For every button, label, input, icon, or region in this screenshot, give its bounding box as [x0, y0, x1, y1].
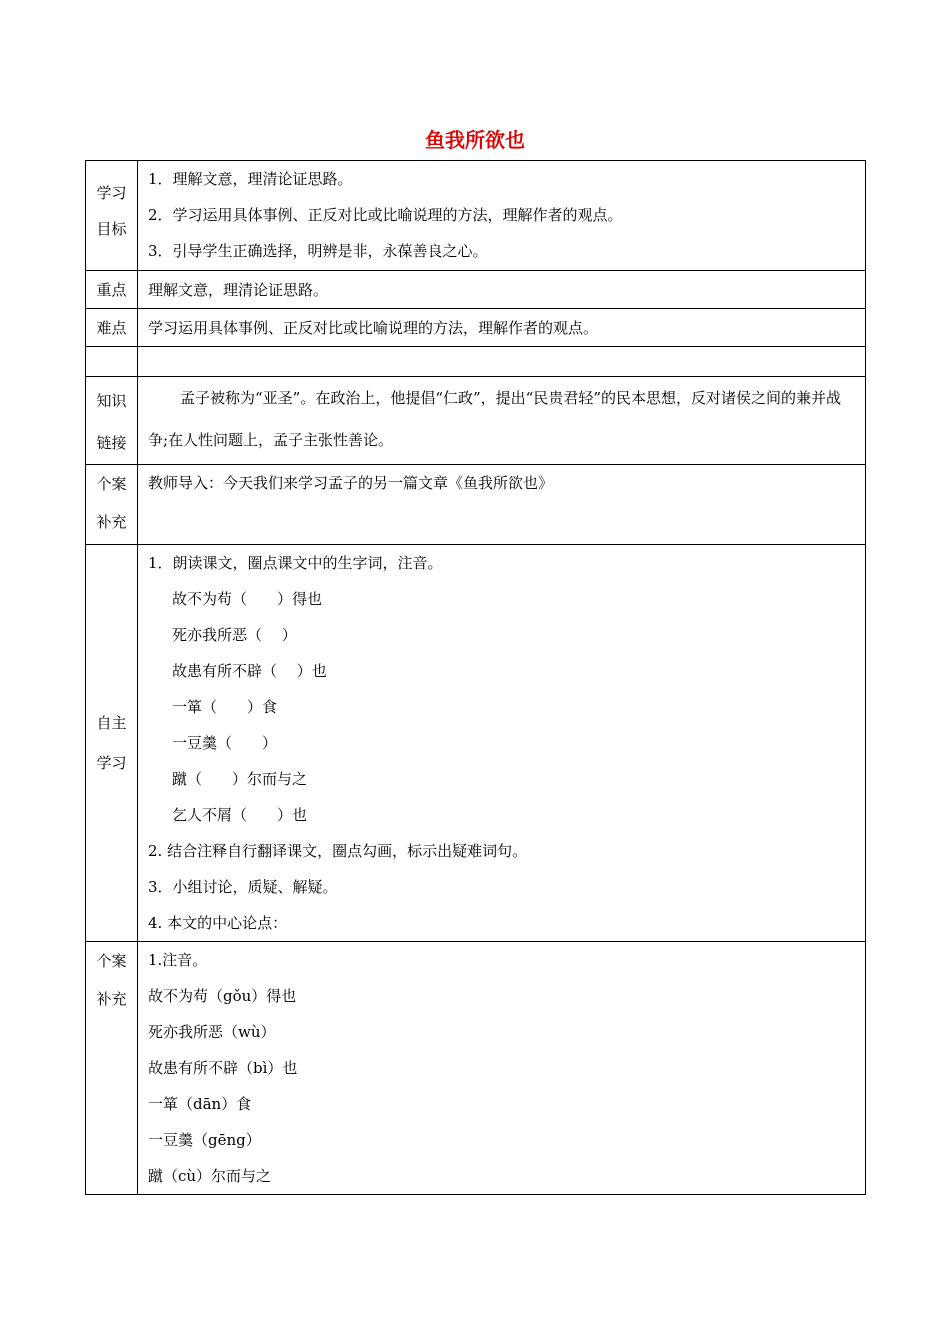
row-knowledge — [86, 377, 866, 465]
content-blank — [138, 347, 866, 377]
row-goals — [86, 161, 866, 271]
content-difficulty — [138, 309, 866, 347]
case1-text: 教师导入：今天我们来学习孟子的另一篇文章《鱼我所欲也》 — [148, 474, 554, 492]
label-self-study-line2: 学习 — [96, 754, 127, 772]
row-blank — [86, 347, 866, 377]
label-case2-line2: 补充 — [96, 990, 127, 1008]
label-case2 — [86, 942, 138, 1195]
self-study-item-1: 1．朗读课文，圈点课文中的生字词，注音。 — [148, 554, 443, 572]
row-case1 — [86, 465, 866, 545]
content-case1 — [138, 465, 866, 545]
label-self-study — [86, 545, 138, 942]
word-item: 一豆羹（ ） — [172, 734, 278, 752]
word-item: 一箪（ ）食 — [172, 698, 278, 716]
difficulty-text: 学习运用具体事例、正反对比或比喻说理的方法，理解作者的观点。 — [148, 318, 599, 337]
case2-line: 1.注音。 — [148, 951, 208, 969]
label-case1-line1: 个案 — [96, 475, 127, 493]
word-item: 蹴（ ）尔而与之 — [172, 770, 308, 788]
label-key-text: 重点 — [96, 280, 127, 299]
label-difficulty-text: 难点 — [96, 318, 127, 337]
self-study-item-3: 3．小组讨论，质疑、解疑。 — [148, 878, 338, 896]
case2-line: 故不为苟（gǒu）得也 — [148, 987, 297, 1005]
row-self-study — [86, 545, 866, 942]
self-study-item-4: 4. 本文的中心论点： — [148, 914, 288, 932]
label-case1-line2: 补充 — [96, 513, 127, 531]
key-text: 理解文意，理清论证思路。 — [148, 280, 329, 299]
label-blank — [86, 347, 138, 377]
label-knowledge-line1: 知识 — [96, 392, 127, 410]
label-goals-line1: 学习 — [96, 184, 127, 202]
self-study-item-2: 2. 结合注释自行翻译课文，圈点勾画，标示出疑难词句。 — [148, 842, 528, 860]
word-item: 乞人不屑（ ）也 — [172, 806, 308, 824]
goal-2: 2．学习运用具体事例、正反对比或比喻说理的方法，理解作者的观点。 — [148, 206, 623, 224]
label-case2-line1: 个案 — [96, 952, 127, 970]
label-goals-line2: 目标 — [96, 220, 127, 238]
row-key — [86, 271, 866, 309]
word-item: 死亦我所恶（ ） — [172, 626, 297, 644]
case2-line: 一箪（dān）食 — [148, 1095, 252, 1113]
label-self-study-line1: 自主 — [96, 714, 127, 732]
row-difficulty — [86, 309, 866, 347]
label-knowledge — [86, 377, 138, 465]
case2-line: 一豆羹（gēng） — [148, 1131, 261, 1149]
goal-1: 1．理解文意，理清论证思路。 — [148, 170, 353, 188]
row-case2 — [86, 942, 866, 1195]
case2-line: 故患有所不辟（bì）也 — [148, 1059, 298, 1077]
label-difficulty — [86, 309, 138, 347]
case2-line: 蹴（cù）尔而与之 — [148, 1167, 272, 1185]
page-title: 鱼我所欲也 — [425, 128, 525, 152]
content-knowledge — [138, 377, 866, 465]
goal-3: 3．引导学生正确选择，明辨是非，永葆善良之心。 — [148, 242, 488, 260]
case2-line: 死亦我所恶（wù） — [148, 1023, 276, 1041]
label-knowledge-line2: 链接 — [96, 434, 127, 452]
word-item: 故不为苟（ ）得也 — [172, 590, 323, 608]
knowledge-text: 孟子被称为“亚圣”。在政治上，他提倡“仁政”，提出“民贵君轻”的民本思想，反对诸侯之间的兼并战争;在人性问题上，孟子主张性善论。 — [148, 389, 842, 449]
lesson-plan-table — [85, 160, 866, 1195]
content-case2 — [138, 942, 866, 1195]
content-key — [138, 271, 866, 309]
content-self-study — [138, 545, 866, 942]
label-case1 — [86, 465, 138, 545]
content-goals — [138, 161, 866, 271]
label-goals — [86, 161, 138, 271]
word-item: 故患有所不辟（ ）也 — [172, 662, 327, 680]
label-key — [86, 271, 138, 309]
